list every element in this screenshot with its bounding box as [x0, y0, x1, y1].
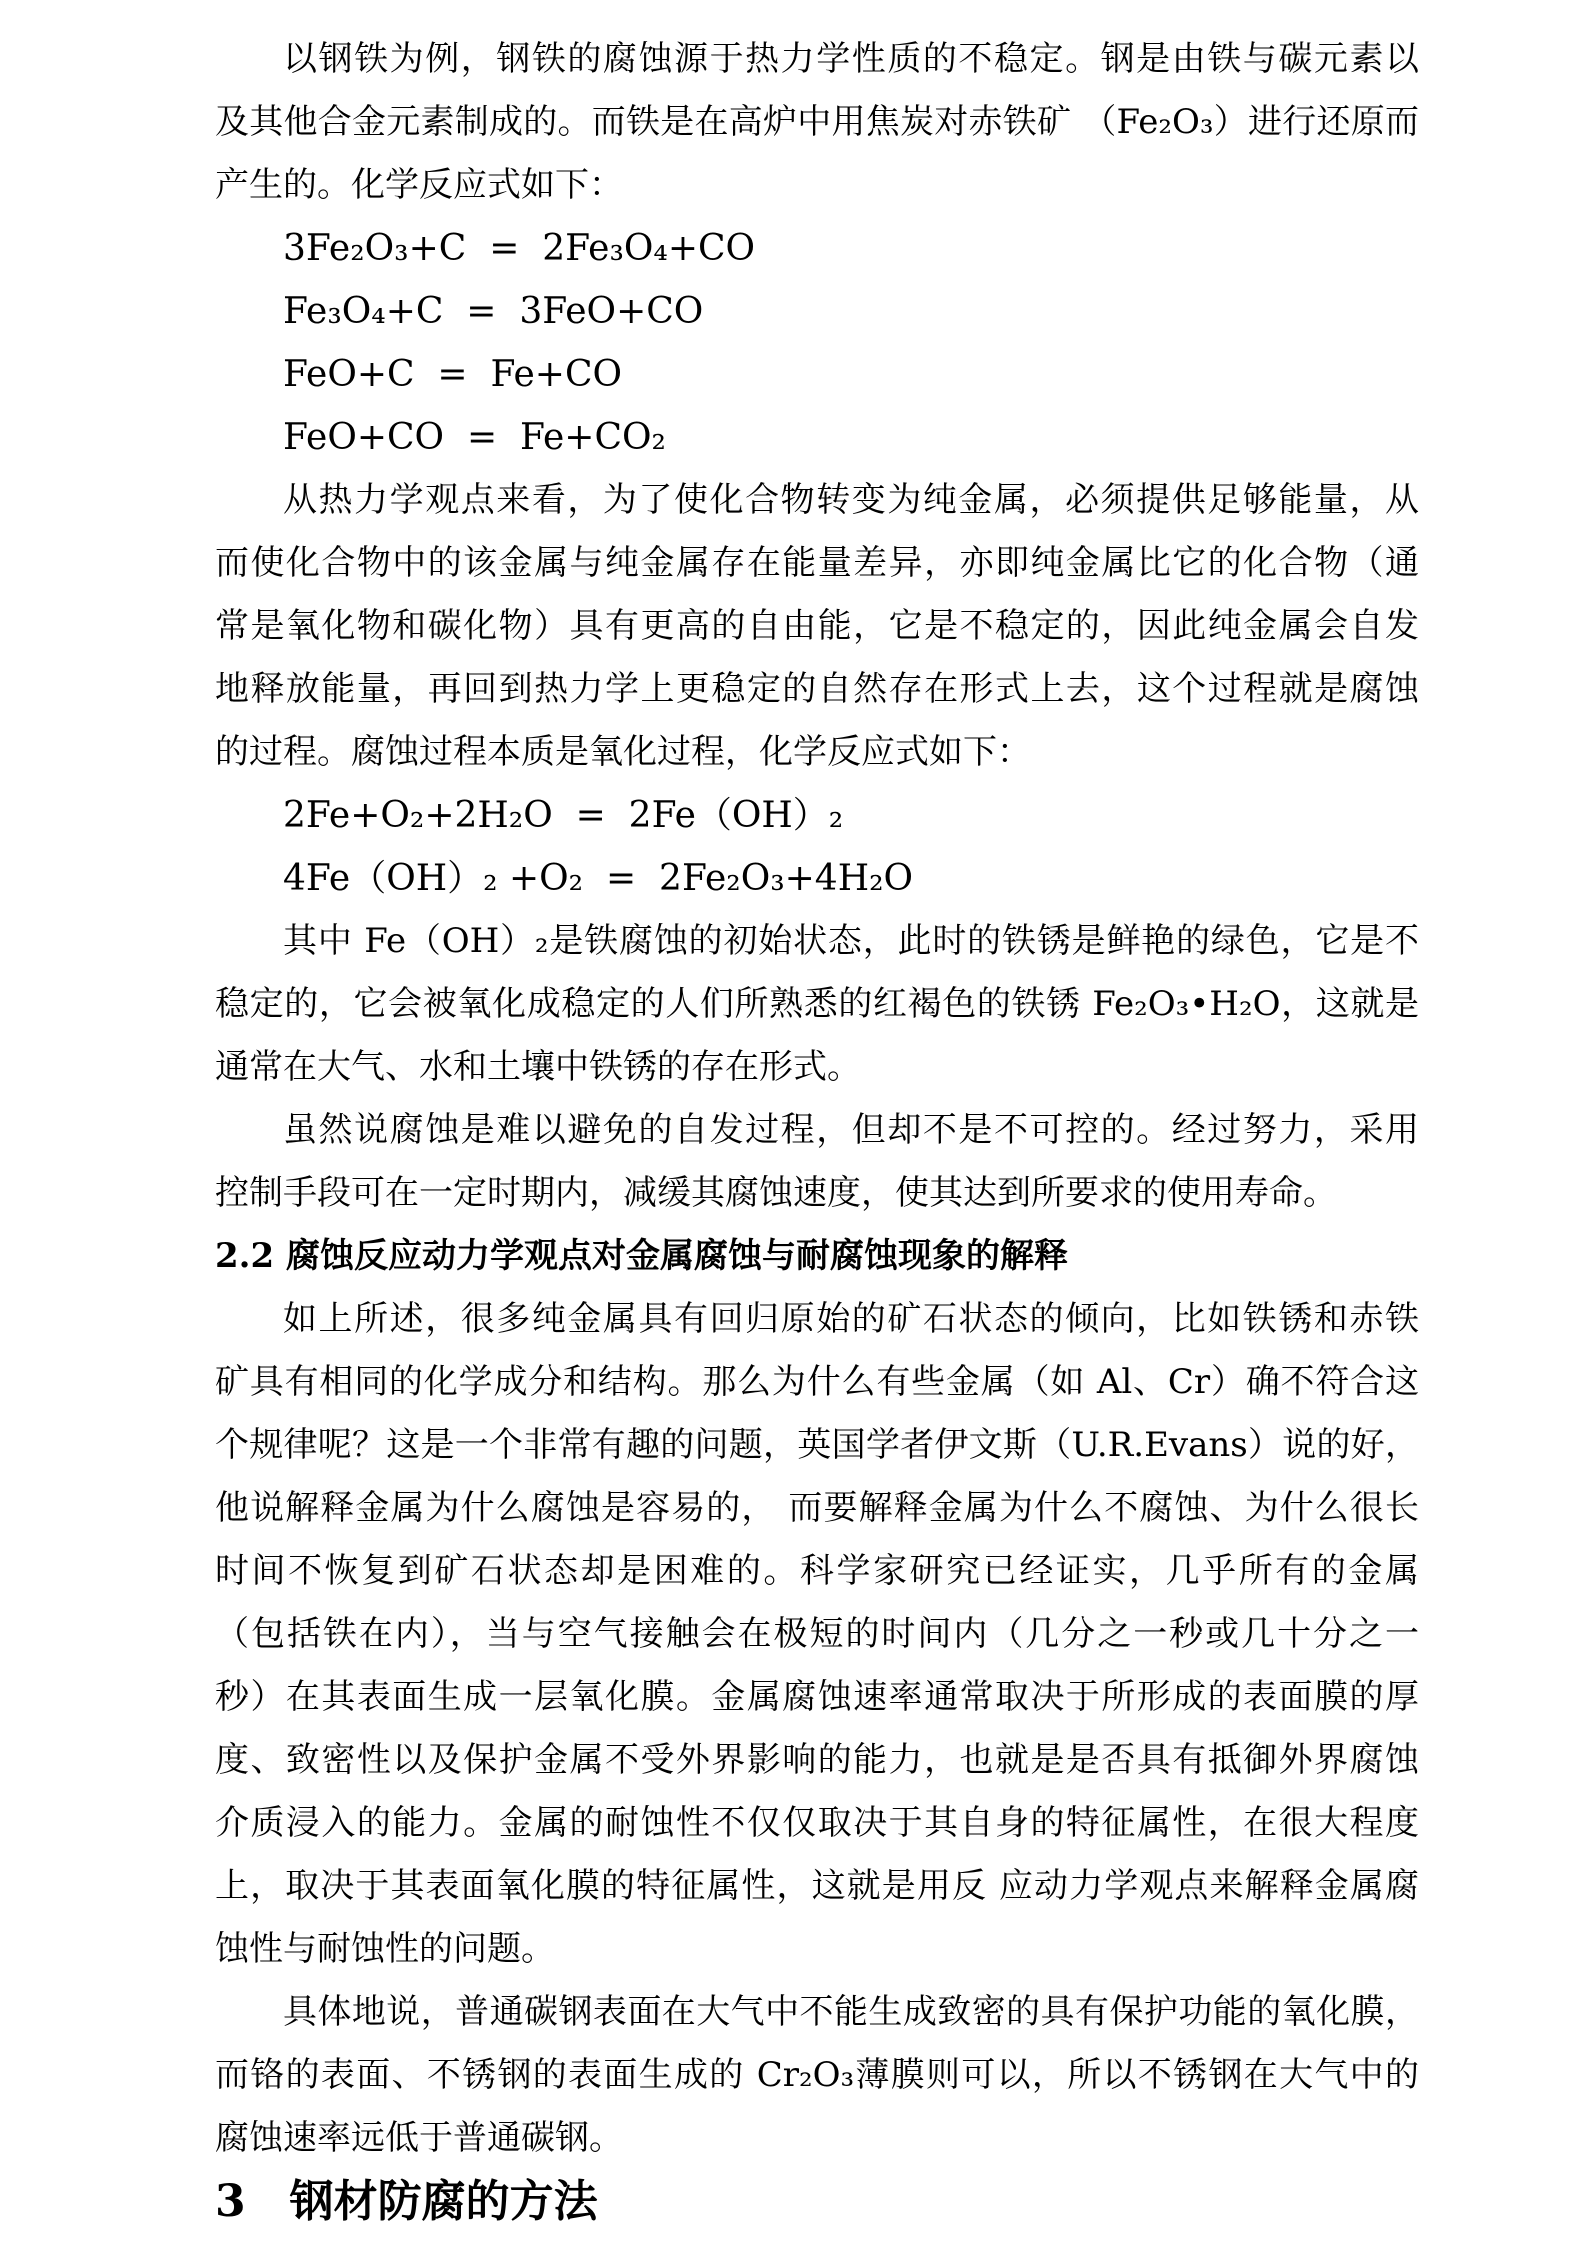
- paragraph-line: 控制手段可在一定时期内，减缓其腐蚀速度，使其达到所要求的使用寿命。: [215, 1173, 1337, 1213]
- paragraph-line: 介质浸入的能力。金属的耐蚀性不仅仅取决于其自身的特征属性，在很大程度: [215, 1803, 1419, 1843]
- paragraph-line: （包括铁在内），当与空气接触会在极短的时间内（几分之一秒或几十分之一: [215, 1614, 1419, 1654]
- paragraph-line: 矿具有相同的化学成分和结构。那么为什么有些金属（如 Al、Cr）确不符合这: [215, 1362, 1419, 1402]
- paragraph-line: 而铬的表面、不锈钢的表面生成的 Cr₂O₃薄膜则可以，所以不锈钢在大气中的: [215, 2055, 1419, 2095]
- paragraph-line: 以钢铁为例，钢铁的腐蚀源于热力学性质的不稳定。钢是由铁与碳元素以: [283, 39, 1419, 79]
- equation-line: 4Fe（OH）₂ +O₂ = 2Fe₂O₃+4H₂O: [283, 858, 914, 899]
- paragraph-line: 而使化合物中的该金属与纯金属存在能量差异，亦即纯金属比它的化合物（通: [215, 543, 1419, 583]
- equation-line: Fe₃O₄+C = 3FeO+CO: [283, 291, 704, 332]
- paragraph-line: 稳定的，它会被氧化成稳定的人们所熟悉的红褐色的铁锈 Fe₂O₃•H₂O，这就是: [215, 984, 1419, 1024]
- paragraph-line: 度、致密性以及保护金属不受外界影响的能力，也就是是否具有抵御外界腐蚀: [215, 1740, 1419, 1780]
- paragraph-line: 如上所述，很多纯金属具有回归原始的矿石状态的倾向，比如铁锈和赤铁: [283, 1299, 1419, 1339]
- paragraph-line: 具体地说，普通碳钢表面在大气中不能生成致密的具有保护功能的氧化膜，: [283, 1992, 1419, 2032]
- equation-line: FeO+CO = Fe+CO₂: [283, 417, 666, 458]
- section-heading: 2.2 腐蚀反应动力学观点对金属腐蚀与耐腐蚀现象的解释: [215, 1236, 1068, 1276]
- paragraph-line: 他说解释金属为什么腐蚀是容易的， 而要解释金属为什么不腐蚀、为什么很长: [215, 1488, 1419, 1528]
- paragraph-line: 虽然说腐蚀是难以避免的自发过程，但却不是不可控的。经过努力，采用: [283, 1110, 1419, 1150]
- equation-line: 3Fe₂O₃+C = 2Fe₃O₄+CO: [283, 228, 756, 269]
- paragraph-line: 的过程。腐蚀过程本质是氧化过程，化学反应式如下：: [215, 732, 1031, 772]
- document-content: [215, 28, 1419, 2233]
- paragraph-line: 常是氧化物和碳化物）具有更高的自由能，它是不稳定的，因此纯金属会自发: [215, 606, 1419, 646]
- chapter-heading: 3 钢材防腐的方法: [215, 2176, 598, 2227]
- paragraph-line: 蚀性与耐蚀性的问题。: [215, 1929, 555, 1969]
- paragraph-line: 地释放能量，再回到热力学上更稳定的自然存在形式上去，这个过程就是腐蚀: [215, 669, 1419, 709]
- paragraph-line: 时间不恢复到矿石状态却是困难的。科学家研究已经证实，几乎所有的金属: [215, 1551, 1419, 1591]
- paragraph-line: 其中 Fe（OH）₂是铁腐蚀的初始状态，此时的铁锈是鲜艳的绿色，它是不: [283, 921, 1419, 961]
- paragraph-line: 及其他合金元素制成的。而铁是在高炉中用焦炭对赤铁矿 （Fe₂O₃）进行还原而: [215, 102, 1419, 142]
- paragraph-line: 秒）在其表面生成一层氧化膜。金属腐蚀速率通常取决于所形成的表面膜的厚: [215, 1677, 1419, 1717]
- paragraph-line: 上，取决于其表面氧化膜的特征属性，这就是用反 应动力学观点来解释金属腐: [215, 1866, 1419, 1906]
- paragraph-line: 腐蚀速率远低于普通碳钢。: [215, 2118, 623, 2158]
- paragraph-line: 通常在大气、水和土壤中铁锈的存在形式。: [215, 1047, 861, 1087]
- paragraph-line: 个规律呢？这是一个非常有趣的问题，英国学者伊文斯（U.R.Evans）说的好，: [215, 1425, 1419, 1465]
- equation-line: FeO+C = Fe+CO: [283, 354, 623, 395]
- paragraph-line: 产生的。化学反应式如下：: [215, 165, 623, 205]
- paragraph-line: 从热力学观点来看，为了使化合物转变为纯金属，必须提供足够能量，从: [283, 480, 1419, 520]
- equation-line: 2Fe+O₂+2H₂O = 2Fe（OH）₂: [283, 795, 844, 836]
